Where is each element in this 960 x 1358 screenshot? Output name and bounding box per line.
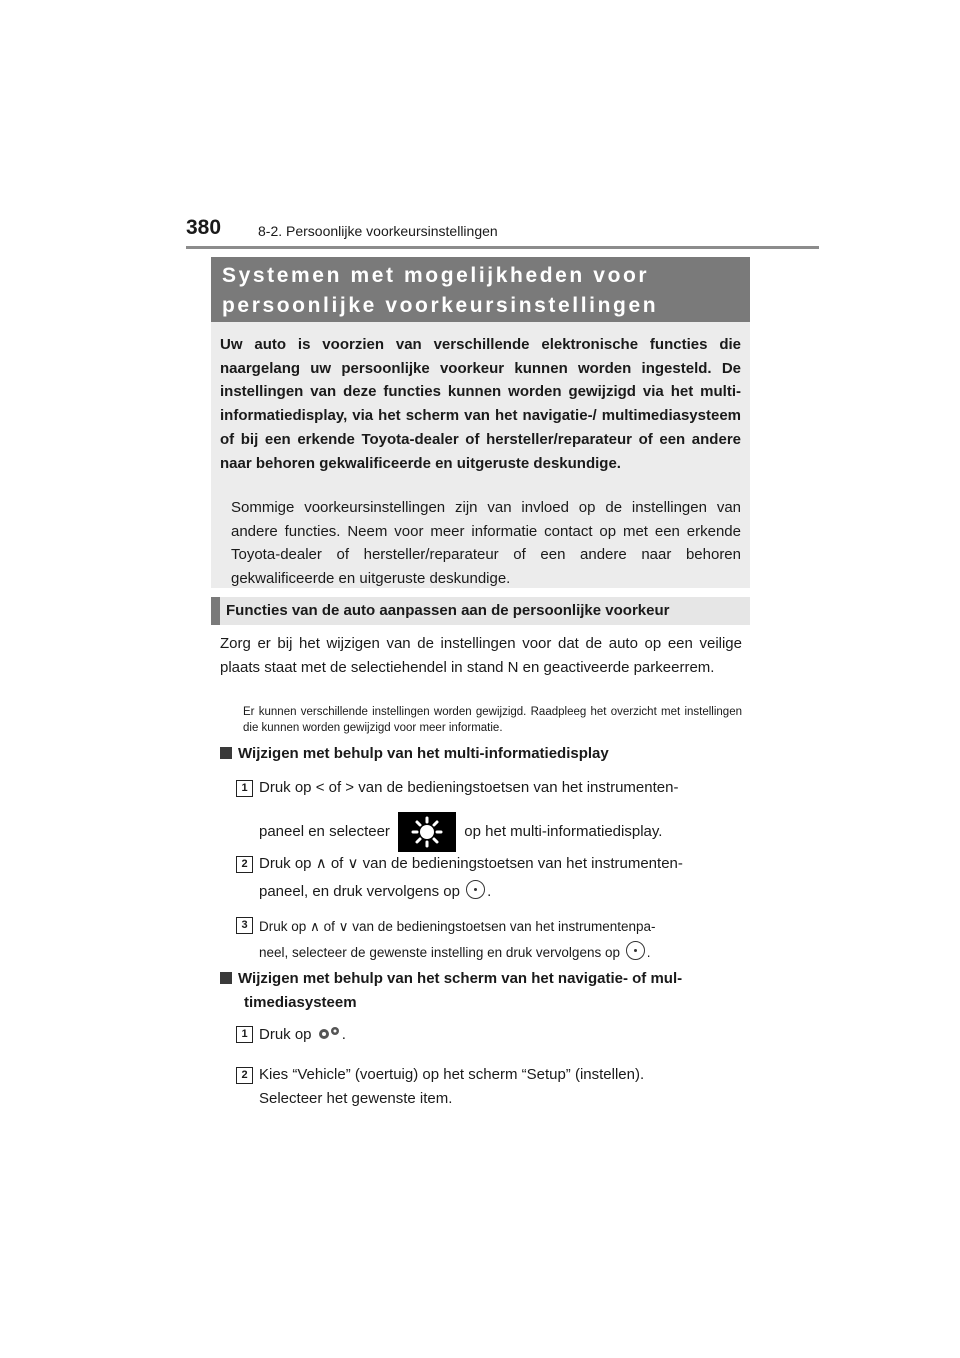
step-text-part: .	[487, 882, 492, 900]
section1-heading	[220, 742, 609, 766]
step-line: Kies “Vehicle” (voertuig) op het scherm “Setup” (instellen).	[259, 1066, 645, 1083]
step-line: Druk op < of > van de bedieningstoetsen van het instrumenten-	[259, 779, 679, 796]
step-line	[259, 812, 678, 852]
step-number: 2	[236, 856, 253, 873]
step-text-part: Druk op	[259, 1026, 312, 1043]
section1-heading-text: Wijzigen met behulp van het multi-informatiedisplay	[238, 745, 609, 762]
step-text-part: paneel, en druk vervolgens op	[259, 882, 460, 900]
step-text	[259, 1023, 346, 1047]
body-paragraph: Zorg er bij het wijzigen van de instellingen voor dat de auto op een veilige plaats staat met de selectiehendel in stand N en geactiveerde parkeerrem.	[220, 635, 742, 676]
intro-text: Uw auto is voorzien van verschillende elektronische functies die naargelang uw persoonlijke voorkeur kunnen worden ingesteld. De instellingen van deze functies kunnen worden gewijzigd via het multi-informatiedisplay, via het scherm van het navigatie-/ multimediasysteem of bij een erkende Toyota-dealer of hersteller/reparateur of een andere naar behoren gekwalificeerde en uitgeruste deskundige.	[220, 336, 741, 472]
step-text-part: neel, selecteer de gewenste instelling en druk vervolgens op	[259, 944, 620, 960]
step-text-part: paneel en selecteer	[259, 822, 390, 840]
setup-gear-icon	[316, 1025, 342, 1041]
chapter-title	[222, 261, 658, 321]
step-line: Druk op ∧ of ∨ van de bedieningstoetsen van het instrumentenpa-	[259, 919, 656, 934]
intro-note: Sommige voorkeursinstellingen zijn van invloed op de instellingen van andere functies. Neem voor meer informatie contact op met een erkende Toyota-dealer of hersteller/reparateur of een andere naar behoren gekwalificeerde en uitgeruste deskundige.	[231, 499, 741, 588]
step-number: 2	[236, 1067, 253, 1084]
chapter-title-box	[211, 257, 750, 322]
square-bullet-icon	[220, 972, 232, 984]
chapter-title-line1: Systemen met mogelijkheden voor	[222, 264, 650, 287]
section2-heading	[220, 967, 682, 1014]
small-note: Er kunnen verschillende instellingen worden gewijzigd. Raadpleeg het overzicht met instellingen die kunnen worden gewijzigd voor meer informatie.	[243, 706, 742, 734]
section2-heading-line2: timediasysteem	[244, 993, 357, 1011]
step-text	[259, 1063, 644, 1110]
section2-heading-line1: Wijzigen met behulp van het scherm van het navigatie- of mul-	[238, 970, 683, 987]
step-number: 3	[236, 917, 253, 934]
ok-button-icon	[626, 941, 645, 960]
subsection-title: Functies van de auto aanpassen aan de persoonlijke voorkeur	[226, 602, 670, 619]
step-text	[259, 915, 656, 964]
subsection-header	[211, 597, 750, 625]
settings-display-icon	[398, 812, 456, 852]
ok-button-icon	[466, 880, 485, 899]
intro-box	[211, 322, 750, 588]
chapter-title-line2: persoonlijke voorkeursinstellingen	[222, 294, 659, 317]
step-line: Selecteer het gewenste item.	[259, 1089, 453, 1107]
step-number: 1	[236, 780, 253, 797]
page-number: 380	[186, 216, 222, 239]
step-line: Druk op ∧ of ∨ van de bedieningstoetsen van het instrumenten-	[259, 855, 683, 872]
square-bullet-icon	[220, 747, 232, 759]
step-text-part: .	[646, 944, 651, 960]
step-text-part: .	[341, 1026, 346, 1043]
step-text	[259, 776, 678, 852]
step-line	[259, 880, 683, 904]
section-title: 8-2. Persoonlijke voorkeursinstellingen	[258, 223, 498, 239]
page-header	[186, 212, 819, 249]
step-text	[259, 852, 683, 903]
step-text-part: op het multi-informatiedisplay.	[464, 822, 663, 840]
step-number: 1	[236, 1026, 253, 1043]
step-line	[259, 941, 656, 965]
